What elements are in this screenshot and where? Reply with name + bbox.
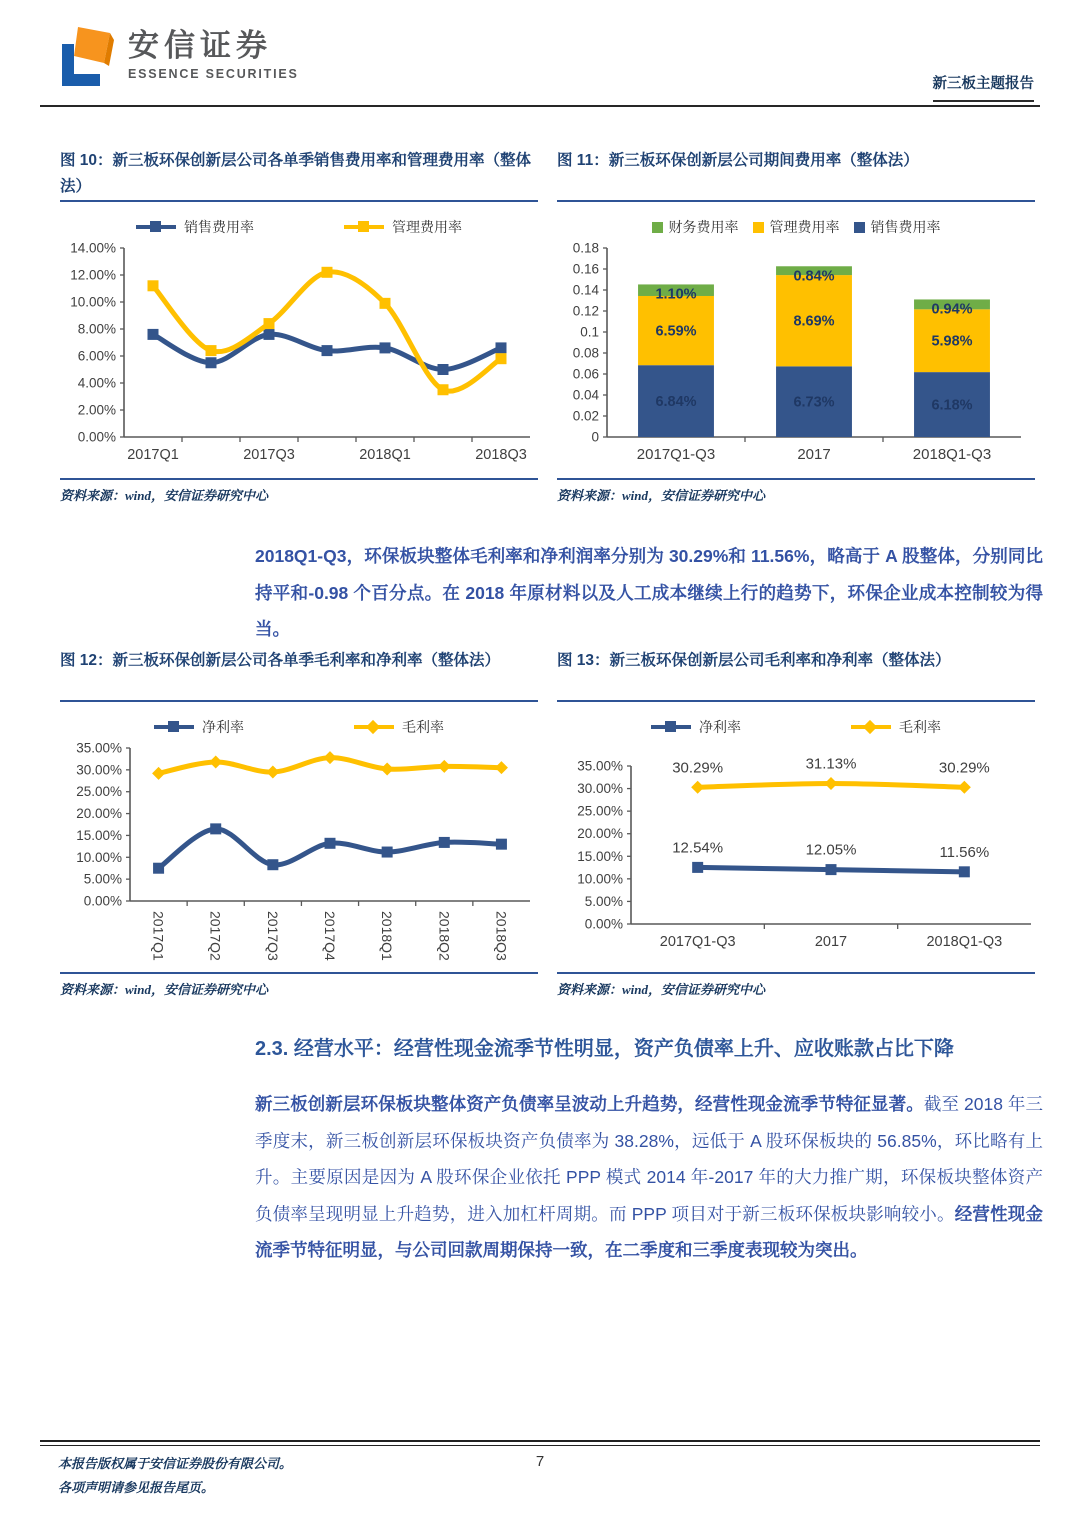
svg-text:2017Q1-Q3: 2017Q1-Q3 [659, 934, 736, 950]
figure-10-title: 图 10：新三板环保创新层公司各单季销售费用率和管理费用率（整体法） [60, 148, 538, 202]
svg-text:10.00%: 10.00% [76, 849, 122, 865]
svg-text:0.00%: 0.00% [77, 429, 116, 445]
figure-12 [60, 648, 538, 976]
square-icon [358, 221, 369, 232]
svg-text:0.1: 0.1 [580, 324, 599, 340]
square-icon [150, 221, 161, 232]
legend-item [851, 717, 941, 737]
svg-text:0.16: 0.16 [572, 261, 599, 277]
legend-item [344, 217, 462, 237]
svg-text:8.69%: 8.69% [793, 313, 835, 330]
svg-text:11.56%: 11.56% [939, 843, 990, 861]
svg-text:30.29%: 30.29% [938, 759, 990, 777]
figure-11-chart-wrap [557, 202, 1035, 467]
legend-item [854, 217, 941, 237]
svg-text:2017Q2: 2017Q2 [207, 911, 224, 961]
figure-10-chart-wrap [60, 202, 538, 467]
svg-text:35.00%: 35.00% [76, 740, 122, 756]
svg-text:30.00%: 30.00% [577, 781, 623, 797]
footer-line1: 本报告版权属于安信证券股份有限公司。 [58, 1456, 293, 1471]
svg-text:12.54%: 12.54% [672, 839, 724, 857]
svg-text:2017Q3: 2017Q3 [264, 911, 281, 961]
header-divider [40, 105, 1040, 107]
legend-label: 毛利率 [899, 719, 941, 735]
svg-text:20.00%: 20.00% [577, 826, 623, 842]
svg-text:30.29%: 30.29% [672, 759, 724, 777]
figure-11-legend [557, 214, 1035, 240]
legend-label: 净利率 [202, 719, 244, 735]
section-number: 2.3. [255, 1038, 289, 1060]
figure-10-source: 资料来源：wind，安信证券研究中心 [60, 478, 538, 504]
svg-text:2018Q1-Q3: 2018Q1-Q3 [926, 934, 1003, 950]
svg-text:2017: 2017 [797, 446, 831, 463]
figure-10-legend [60, 214, 538, 240]
square-icon [168, 721, 179, 732]
diamond-icon [863, 720, 877, 734]
brand-name-cn: 安信证券 [128, 28, 272, 63]
svg-text:0.84%: 0.84% [793, 268, 835, 285]
svg-text:6.84%: 6.84% [655, 394, 697, 411]
svg-text:8.00%: 8.00% [77, 321, 116, 337]
svg-text:0.08: 0.08 [572, 345, 599, 361]
svg-text:2018Q1-Q3: 2018Q1-Q3 [912, 446, 992, 463]
svg-text:0.06: 0.06 [572, 366, 599, 382]
footer-line2: 各项声明请参见报告尾页。 [58, 1480, 215, 1495]
logo-cube-icon [58, 26, 116, 88]
figure-11-chart [557, 240, 1035, 467]
svg-text:0.00%: 0.00% [584, 916, 623, 932]
square-marker-icon [344, 225, 384, 230]
legend-item [154, 717, 244, 737]
square-icon [652, 222, 663, 233]
svg-text:4.00%: 4.00% [77, 375, 116, 391]
figure-12-chart [60, 740, 538, 976]
svg-text:2018Q3: 2018Q3 [493, 911, 510, 961]
figure-12-chart-wrap [60, 702, 538, 976]
figure-13-chart-wrap [557, 702, 1035, 954]
svg-text:2018Q3: 2018Q3 [475, 447, 527, 463]
svg-text:1.10%: 1.10% [655, 286, 697, 303]
legend-label: 管理费用率 [392, 219, 462, 235]
square-marker-icon [136, 225, 176, 230]
legend-item [354, 717, 444, 737]
figure-12-legend [60, 714, 538, 740]
legend-label: 销售费用率 [184, 219, 254, 235]
square-icon [665, 721, 676, 732]
svg-text:2017Q3: 2017Q3 [243, 447, 295, 463]
figure-12-source: 资料来源：wind，安信证券研究中心 [60, 972, 538, 998]
figure-10-chart [60, 240, 538, 467]
svg-text:14.00%: 14.00% [70, 240, 116, 256]
svg-text:25.00%: 25.00% [577, 803, 623, 819]
paragraph-segment: 截至 2018 年三季度末，新三板创新层环保板块资产负债率为 38.28%，远低于 A 股环保板块的 56.85%，环比略有上升。主要原因是因为 A 股环保企业依托 PPP 模式 2014 年-2017 年的大力推广期，环保板块整体资产负债率呈现明显上升趋势，进入加杠杆周期。而 PPP 项目对于新三板环保板块影响较小。 [255, 1094, 1044, 1224]
legend-item [753, 217, 840, 237]
svg-text:0.94%: 0.94% [931, 301, 973, 318]
svg-text:15.00%: 15.00% [577, 848, 623, 864]
svg-text:5.00%: 5.00% [584, 893, 623, 909]
svg-text:10.00%: 10.00% [577, 871, 623, 887]
section-title: 经营水平：经营性现金流季节性明显，资产负债率上升、应收账款占比下降 [293, 1038, 954, 1060]
svg-text:5.98%: 5.98% [931, 333, 973, 350]
svg-text:2018Q1: 2018Q1 [359, 447, 411, 463]
svg-text:30.00%: 30.00% [76, 762, 122, 778]
figure-13-title: 图 13：新三板环保创新层公司毛利率和净利率（整体法） [557, 648, 1035, 702]
svg-text:2017Q1: 2017Q1 [150, 911, 167, 961]
footer-divider [40, 1440, 1040, 1446]
legend-label: 管理费用率 [769, 219, 840, 235]
svg-text:2017Q1-Q3: 2017Q1-Q3 [636, 446, 716, 463]
page-number: 7 [535, 1453, 545, 1470]
figure-11-source: 资料来源：wind，安信证券研究中心 [557, 478, 1035, 504]
svg-text:25.00%: 25.00% [76, 784, 122, 800]
brand-name-en: ESSENCE SECURITIES [128, 67, 299, 81]
legend-item [652, 217, 739, 237]
figure-11-title: 图 11：新三板环保创新层公司期间费用率（整体法） [557, 148, 1035, 202]
svg-text:12.00%: 12.00% [70, 267, 116, 283]
diamond-marker-icon [354, 725, 394, 730]
figure-12-title: 图 12：新三板环保创新层公司各单季毛利率和净利率（整体法） [60, 648, 538, 702]
paragraph-segment: 经营性现金流季节特征明显，与公司回款周期保持一致，在二季度和三季度表现较为突出。 [255, 1203, 1043, 1260]
figure-11 [557, 148, 1035, 467]
figure-10 [60, 148, 538, 467]
svg-text:2017: 2017 [814, 934, 848, 950]
figure-13-legend [557, 714, 1035, 740]
figure-13-chart [557, 740, 1035, 954]
paragraph-segment: 新三板创新层环保板块整体资产负债率呈波动上升趋势，经营性现金流季节特征显著。 [255, 1094, 924, 1114]
figure-13-source: 资料来源：wind，安信证券研究中心 [557, 972, 1035, 998]
diamond-icon [366, 720, 380, 734]
square-marker-icon [651, 725, 691, 730]
paragraph-operations [255, 1086, 1043, 1269]
svg-text:0.04: 0.04 [572, 387, 599, 403]
square-icon [753, 222, 764, 233]
diamond-marker-icon [851, 725, 891, 730]
legend-label: 毛利率 [402, 719, 444, 735]
svg-text:0.12: 0.12 [572, 303, 599, 319]
svg-text:6.73%: 6.73% [793, 394, 835, 411]
svg-text:10.00%: 10.00% [70, 294, 116, 310]
svg-text:15.00%: 15.00% [76, 827, 122, 843]
legend-label: 财务费用率 [668, 219, 739, 235]
svg-text:2017Q4: 2017Q4 [322, 911, 338, 961]
svg-text:6.18%: 6.18% [931, 397, 973, 414]
paragraph-margins: 2018Q1-Q3，环保板块整体毛利率和净利润率分别为 30.29%和 11.56%，略高于 A 股整体，分别同比持平和-0.98 个百分点。在 2018 年原材料以及人工成本继续上行的趋势下，环保企业成本控制较为得当。 [255, 546, 1043, 639]
figure-13 [557, 648, 1035, 954]
svg-text:0: 0 [591, 429, 599, 445]
legend-item [136, 217, 254, 237]
svg-text:0.02: 0.02 [572, 408, 599, 424]
svg-text:20.00%: 20.00% [76, 806, 122, 822]
svg-text:35.00%: 35.00% [577, 758, 623, 774]
square-icon [854, 222, 865, 233]
logo-text [128, 26, 299, 81]
legend-label: 净利率 [699, 719, 741, 735]
svg-text:0.00%: 0.00% [83, 893, 122, 909]
legend-label: 销售费用率 [870, 219, 941, 235]
company-logo [58, 26, 299, 88]
svg-text:2018Q1: 2018Q1 [379, 911, 396, 961]
svg-text:12.05%: 12.05% [805, 841, 857, 859]
square-marker-icon [154, 725, 194, 730]
svg-text:0.14: 0.14 [572, 282, 599, 298]
svg-text:6.59%: 6.59% [655, 323, 697, 340]
section-heading [255, 1032, 954, 1061]
svg-text:2017Q1: 2017Q1 [127, 447, 179, 463]
svg-text:2018Q2: 2018Q2 [436, 911, 453, 961]
svg-text:6.00%: 6.00% [77, 348, 116, 364]
svg-text:5.00%: 5.00% [83, 871, 122, 887]
svg-text:31.13%: 31.13% [805, 755, 857, 773]
report-type-label: 新三板主题报告 [933, 72, 1035, 102]
svg-text:0.18: 0.18 [572, 240, 599, 256]
legend-item [651, 717, 741, 737]
svg-text:2.00%: 2.00% [77, 402, 116, 418]
